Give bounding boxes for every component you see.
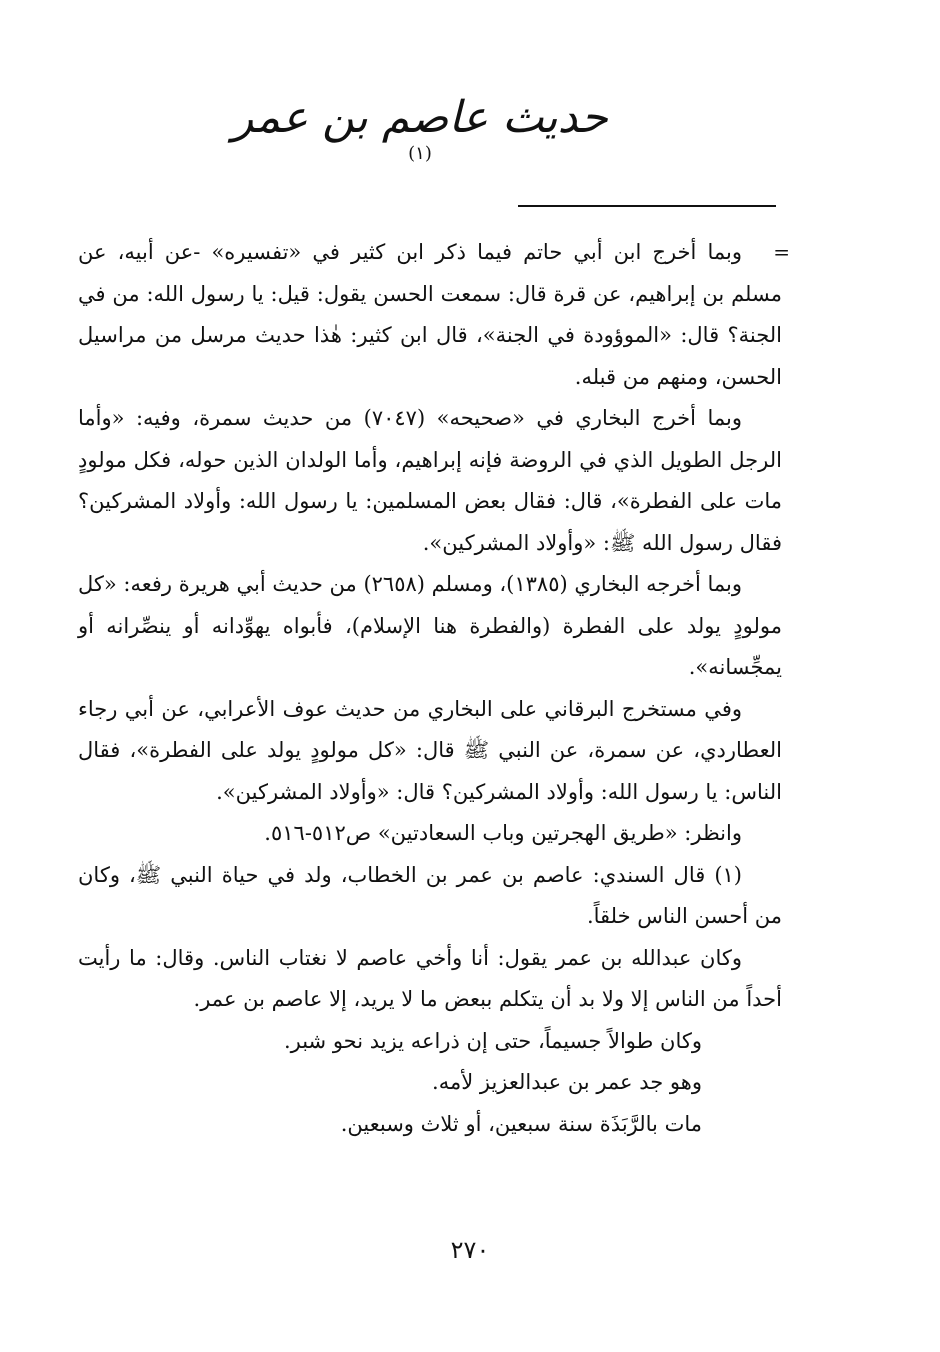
- paragraph-see-also: وانظر: «طريق الهجرتين وباب السعادتين» ص٥١٢-٥١٦.: [264, 821, 742, 845]
- footnote-body: [78, 232, 790, 1145]
- paragraph-abdullah-ibn-umar: وكان عبدالله بن عمر يقول: أنا وأخي عاصم لا نغتاب الناس. وقال: ما رأيت أحداً من الناس إلا ولا بد أن يتكلم ببعض ما لا يريد، إلا عاصم بن عمر.: [78, 945, 782, 1011]
- paragraph-ibn-abi-hatim: وبما أخرج ابن أبي حاتم فيما ذكر ابن كثير في «تفسيره» -عن أبيه، عن مسلم بن إبراهيم، عن قرة قال: سمعت الحسن يقول: قيل: يا رسول الله: من في الجنة؟ قال: «الموؤودة في الجنة»، قال ابن كثير: هٰذا حديث مرسل من مراسيل الحسن، ومنهم من قبله.: [78, 240, 782, 389]
- paragraph-barqani: وفي مستخرج البرقاني على البخاري من حديث عوف الأعرابي، عن أبي رجاء العطاردي، عن سمرة، عن النبي ﷺ قال: «كل مولودٍ يولد على الفطرة»، فقال الناس: يا رسول الله: وأولاد المشركين؟ قال: «وأولاد المشركين».: [78, 696, 782, 804]
- chapter-heading: [220, 92, 620, 169]
- footnote-divider: [518, 205, 776, 207]
- chapter-title: حديث عاصم بن عمر: [232, 92, 608, 143]
- paragraph-bukhari-muslim: وبما أخرجه البخاري (١٣٨٥)، ومسلم (٢٦٥٨) من حديث أبي هريرة رفعه: «كل مولودٍ يولد على الفطرة (والفطرة هنا الإسلام)، فأبواه يهوِّدانه أو ينصِّرانه أو يمجِّسانه».: [78, 572, 782, 679]
- continuation-mark: =: [773, 240, 790, 264]
- paragraph-description: وكان طوالاً جسيماً، حتى إن ذراعه يزيد نحو شبر.: [283, 1028, 702, 1053]
- paragraph-lineage: وهو جد عمر بن عبدالعزيز لأمه.: [432, 1070, 702, 1094]
- page-number: ٢٧٠: [450, 1236, 490, 1264]
- footnote-reference: (١): [408, 143, 432, 164]
- paragraph-death: مات بالرَّبَذَة سنة سبعين، أو ثلاث وسبعين.: [340, 1111, 702, 1136]
- paragraph-bukhari-samura: وبما أخرج البخاري في «صحيحه» (٧٠٤٧) من حديث سمرة، وفيه: «وأما الرجل الطويل الذي في الروضة فإنه إبراهيم، وأما الولدان الذين حوله، فكل مولودٍ مات على الفطرة»، قال: فقال بعض المسلمين: يا رسول الله: وأولاد المشركين؟ فقال رسول الله ﷺ: «وأولاد المشركين».: [78, 406, 782, 555]
- footnote-sindi: (١) قال السندي: عاصم بن عمر بن الخطاب، ولد في حياة النبي ﷺ، وكان من أحسن الناس خلقاً.: [78, 862, 782, 928]
